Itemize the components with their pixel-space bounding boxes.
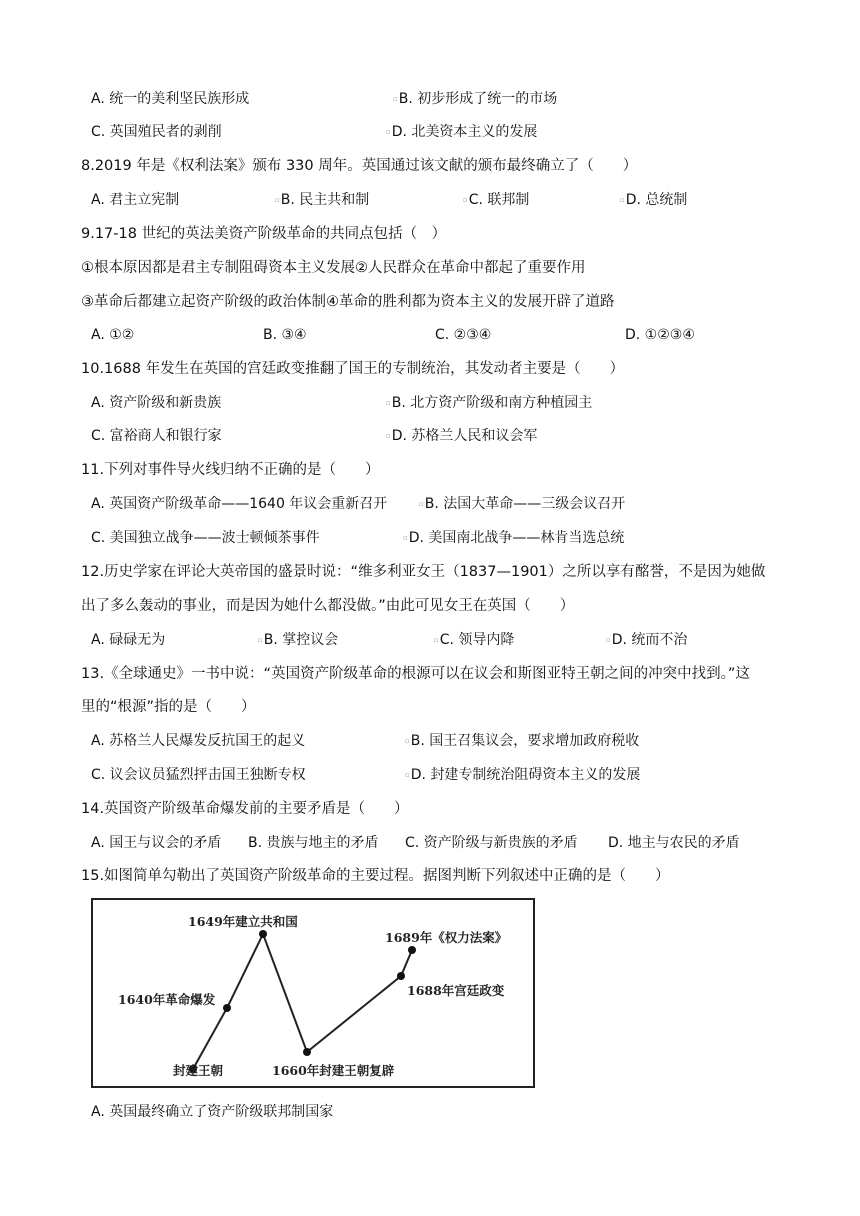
q15-option-a[interactable]: A. 英国最终确立了资产阶级联邦制国家 — [91, 1104, 334, 1120]
revolution-process-line-chart — [93, 900, 537, 1090]
q7-option-c[interactable]: C. 英国殖民者的剥削 — [91, 124, 222, 140]
revolution-process-diagram — [91, 898, 535, 1088]
question-9-stem: 9.17-18 世纪的英法美资产阶级革命的共同点包括（ ） — [81, 226, 447, 242]
question-9-statements-2: ③革命后都建立起资产阶级的政治体制④革命的胜利都为资本主义的发展开辟了道路 — [81, 294, 615, 310]
q8-option-b[interactable]: ▫ B. 民主共和制 — [275, 189, 369, 211]
q13-option-d[interactable]: ▫ D. 封建专制统治阻碍资本主义的发展 — [405, 764, 640, 786]
label-feudal-dynasty: 封建王朝 — [173, 1063, 224, 1078]
question-10-stem: 10.1688 年发生在英国的宫廷政变推翻了国王的专制统治，其发动者主要是（ ） — [81, 361, 625, 377]
q9-option-c[interactable]: C. ②③④ — [435, 327, 492, 343]
question-9-statements-1: ①根本原因都是君主专制阻碍资本主义发展②人民群众在革命中都起了重要作用 — [81, 260, 586, 276]
question-15-stem: 15.如图简单勾勒出了英国资产阶级革命的主要过程。据图判断下列叙述中正确的是（ ） — [81, 868, 670, 884]
point-1649 — [259, 930, 267, 938]
q14-option-b[interactable]: B. 贵族与地主的矛盾 — [248, 835, 379, 851]
q8-option-a[interactable]: A. 君主立宪制 — [91, 192, 180, 208]
q7-option-d[interactable]: ▫ D. 北美资本主义的发展 — [386, 121, 537, 143]
point-1660 — [303, 1048, 311, 1056]
q11-option-d[interactable]: ▫ D. 美国南北战争——林肯当选总统 — [403, 527, 624, 549]
process-line — [193, 934, 412, 1069]
q14-option-d[interactable]: D. 地主与农民的矛盾 — [608, 835, 740, 851]
question-13-stem-line2: 里的“根源”指的是（ ） — [81, 699, 256, 715]
q14-option-a[interactable]: A. 国王与议会的矛盾 — [91, 835, 222, 851]
q10-option-b[interactable]: ▫ B. 北方资产阶级和南方种植园主 — [386, 392, 592, 414]
point-1688 — [397, 972, 405, 980]
q14-option-c[interactable]: C. 资产阶级与新贵族的矛盾 — [405, 835, 578, 851]
q13-option-c[interactable]: C. 议会议员猛烈抨击国王独断专权 — [91, 767, 306, 783]
q10-option-d[interactable]: ▫ D. 苏格兰人民和议会军 — [386, 425, 537, 447]
label-1688: 1688年宫廷政变 — [407, 983, 505, 998]
question-8-stem: 8.2019 年是《权利法案》颁布 330 周年。英国通过该文献的颁布最终确立了（ ） — [81, 158, 638, 174]
label-1649: 1649年建立共和国 — [188, 914, 298, 929]
point-1689 — [408, 946, 416, 954]
q12-option-d[interactable]: ▫ D. 统而不治 — [606, 629, 687, 651]
q7-option-a[interactable]: A. 统一的美利坚民族形成 — [91, 91, 250, 107]
q12-option-a[interactable]: A. 碌碌无为 — [91, 632, 166, 648]
q9-option-d[interactable]: D. ①②③④ — [625, 327, 695, 343]
q8-option-c[interactable]: ▫ C. 联邦制 — [463, 189, 529, 211]
q13-option-a[interactable]: A. 苏格兰人民爆发反抗国王的起义 — [91, 733, 306, 749]
point-1640 — [223, 1004, 231, 1012]
label-1640: 1640年革命爆发 — [118, 992, 216, 1007]
question-14-stem: 14.英国资产阶级革命爆发前的主要矛盾是（ ） — [81, 801, 409, 817]
q8-option-d[interactable]: ▫ D. 总统制 — [620, 189, 687, 211]
q13-option-b[interactable]: ▫ B. 国王召集议会，要求增加政府税收 — [405, 730, 639, 752]
label-1689: 1689年《权力法案》 — [385, 930, 508, 945]
q12-option-c[interactable]: ▫ C. 领导内降 — [434, 629, 514, 651]
q10-option-c[interactable]: C. 富裕商人和银行家 — [91, 428, 222, 444]
q12-option-b[interactable]: ▫ B. 掌控议会 — [258, 629, 338, 651]
q11-option-c[interactable]: C. 美国独立战争——波士顿倾茶事件 — [91, 530, 320, 546]
q11-option-a[interactable]: A. 英国资产阶级革命——1640 年议会重新召开 — [91, 496, 388, 512]
question-12-stem-line2: 出了多么轰动的事业，而是因为她什么都没做。”由此可见女王在英国（ ） — [81, 598, 575, 614]
question-11-stem: 11.下列对事件导火线归纳不正确的是（ ） — [81, 462, 380, 478]
label-1660: 1660年封建王朝复辟 — [272, 1063, 395, 1078]
q11-option-b[interactable]: ▫ B. 法国大革命——三级会议召开 — [419, 493, 625, 515]
question-12-stem-line1: 12.历史学家在评论大英帝国的盛景时说：“维多利亚女王（1837—1901）之所以享有酩誉，不是因为她做 — [81, 564, 766, 580]
q9-option-a[interactable]: A. ①② — [91, 327, 135, 343]
q9-option-b[interactable]: B. ③④ — [263, 327, 307, 343]
question-13-stem-line1: 13.《全球通史》一书中说：“英国资产阶级革命的根源可以在议会和斯图亚特王朝之间的冲突中找到。”这 — [81, 666, 750, 682]
q7-option-b[interactable]: ▫ B. 初步形成了统一的市场 — [393, 88, 557, 110]
q10-option-a[interactable]: A. 资产阶级和新贵族 — [91, 395, 222, 411]
